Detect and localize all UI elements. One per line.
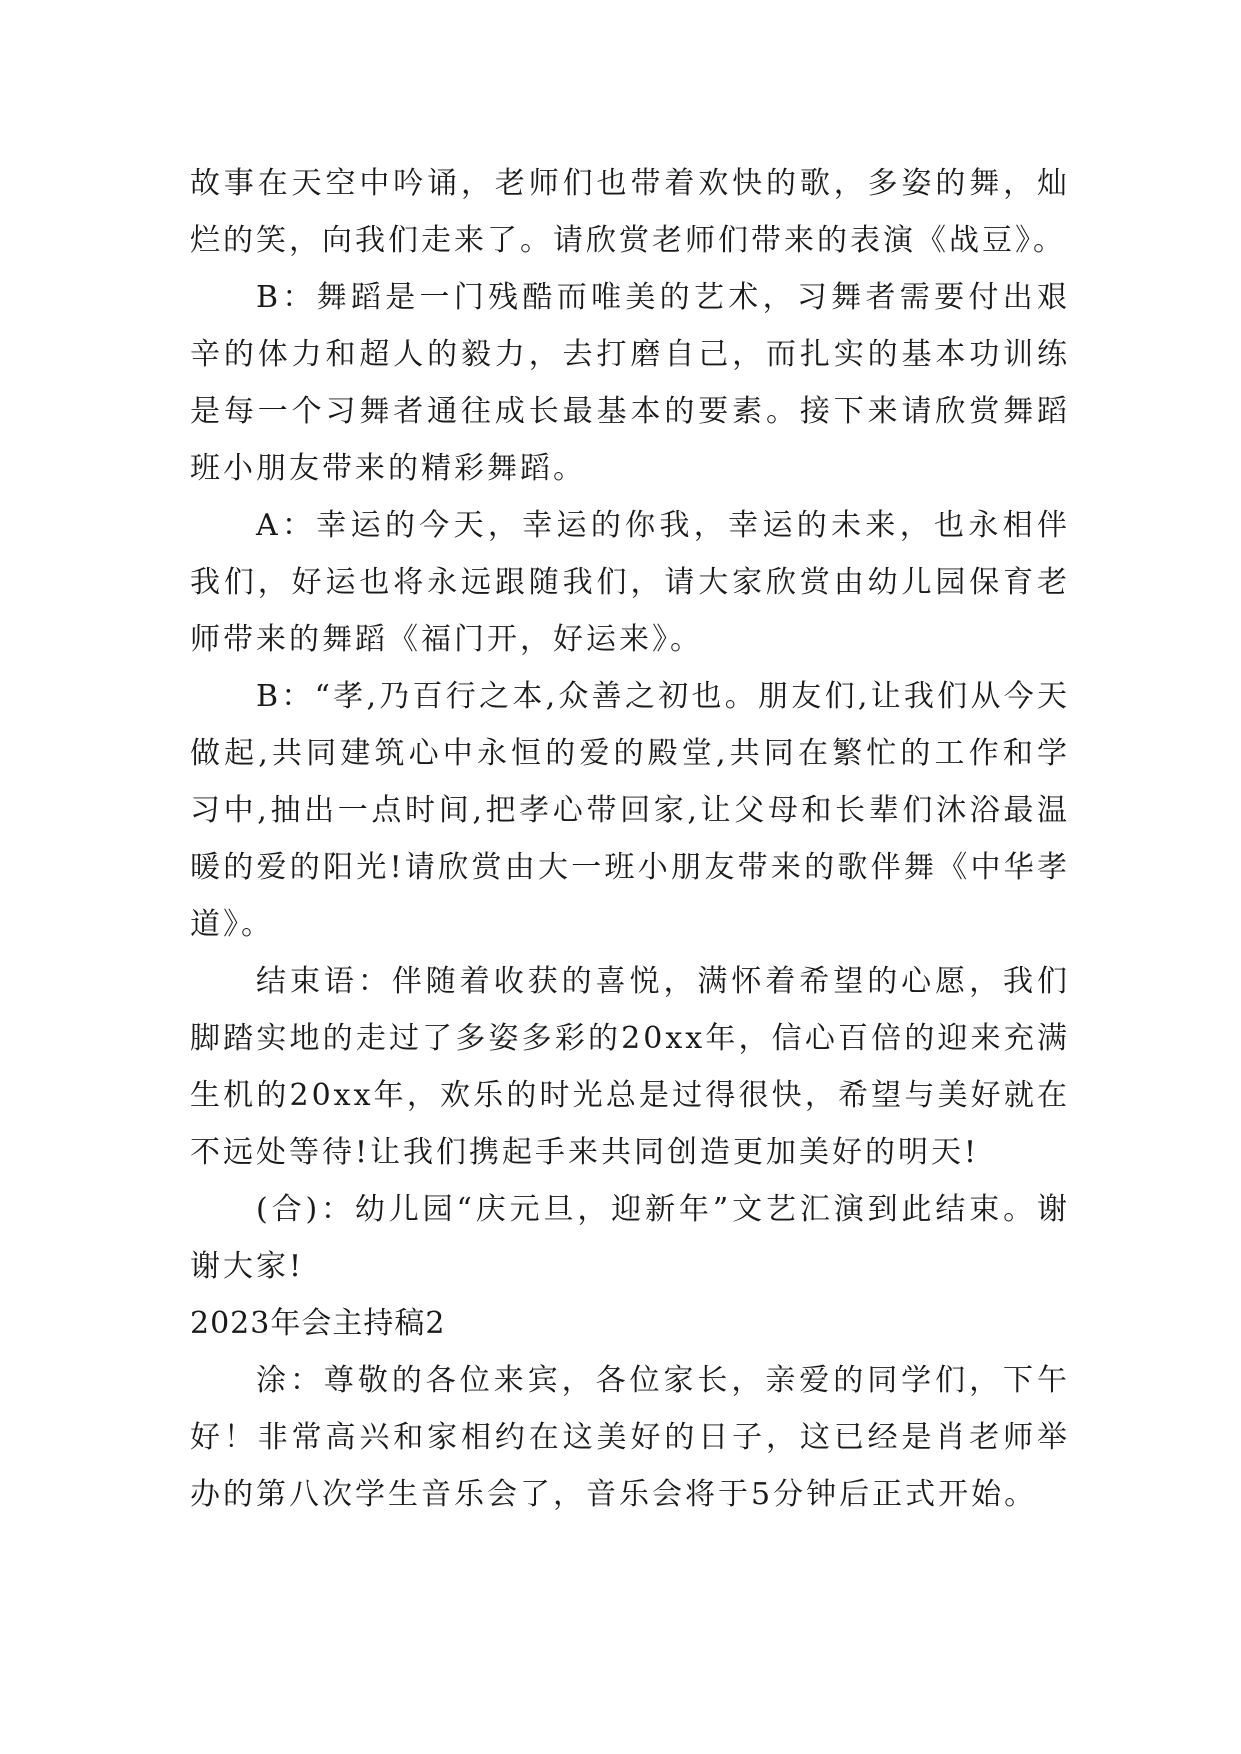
paragraph-lucky-dance: A：幸运的今天，幸运的你我，幸运的未来，也永相伴我们，好运也将永远跟随我们，请大家欣赏由幼儿园保育老师带来的舞蹈《福门开，好运来》。 xyxy=(190,508,1070,657)
paragraph-closing-remarks: 结束语：伴随着收获的喜悦，满怀着希望的心愿，我们脚踏实地的走过了多姿多彩的20xx年，信心百倍的迎来充满生机的20xx年，欢乐的时光总是过得很快，希望与美好就在不远处等待!让我们携起手来共同创造更加美好的明天! xyxy=(190,964,1070,1170)
paragraph-opening-greeting: 涂：尊敬的各位来宾，各位家长，亲爱的同学们，下午好！非常高兴和家相约在这美好的日子，这已经是肖老师举办的第八次学生音乐会了，音乐会将于5分钟后正式开始。 xyxy=(190,1363,1070,1512)
paragraph-dance-intro: B：舞蹈是一门残酷而唯美的艺术，习舞者需要付出艰辛的体力和超人的毅力，去打磨自己，而扎实的基本功训练是每一个习舞者通往成长最基本的要素。接下来请欣赏舞蹈班小朋友带来的精彩舞蹈。 xyxy=(190,280,1070,486)
document-body xyxy=(190,155,1070,1523)
paragraph-continuation: 故事在天空中吟诵，老师们也带着欢快的歌，多姿的舞，灿烂的笑，向我们走来了。请欣赏老师们带来的表演《战豆》。 xyxy=(190,166,1070,258)
paragraph-filial-piety: B：“孝,乃百行之本,众善之初也。朋友们,让我们从今天做起,共同建筑心中永恒的爱的殿堂,共同在繁忙的工作和学习中,抽出一点时间,把孝心带回家,让父母和长辈们沐浴最温暖的爱的阳光!请欣赏由大一班小朋友带来的歌伴舞《中华孝道》。 xyxy=(190,679,1070,942)
paragraph-joint-ending: (合)：幼儿园“庆元旦，迎新年”文艺汇演到此结束。谢谢大家! xyxy=(190,1192,1070,1284)
section-heading: 2023年会主持稿2 xyxy=(190,1306,446,1341)
